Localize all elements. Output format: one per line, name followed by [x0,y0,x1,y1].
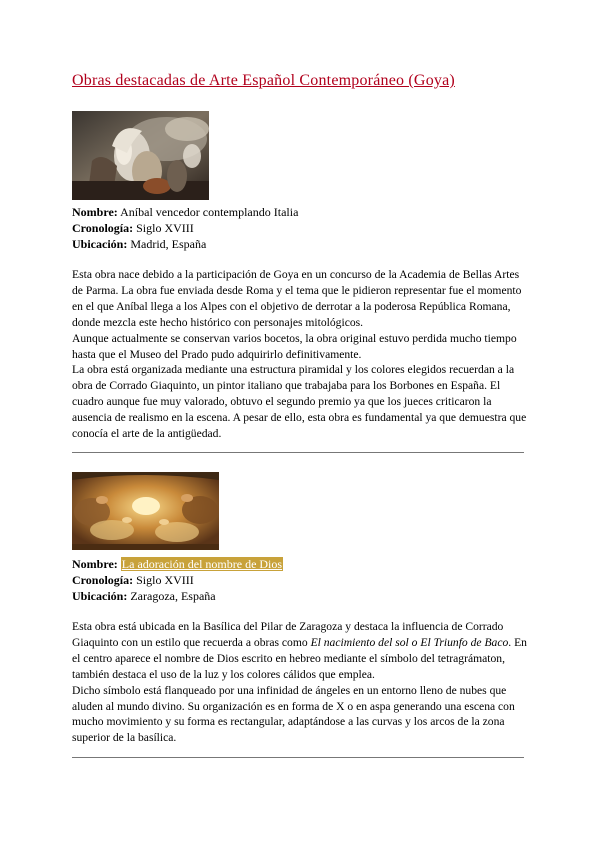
work-1-nombre-line [72,204,298,220]
painting-anibal-image [72,111,209,200]
nombre-label: Nombre: [72,557,118,571]
work-2-p1-start: Esta obra está ubicada en la Basílica del Pilar de Zaragoza y destaca la influencia de Corrado Giaquinto con un estilo que recuerda a obras como [72,620,504,649]
section-divider [72,452,524,453]
nombre-label: Nombre: [72,205,118,219]
page-title: Obras destacadas de Arte Español Contemporáneo (Goya) [72,72,455,89]
work-1-description [72,267,532,442]
work-2-paragraph [72,619,532,683]
cronologia-label: Cronología: [72,221,134,235]
work-2-cronologia-line [72,572,283,588]
section-divider [72,757,524,758]
ubicacion-label: Ubicación: [72,589,128,603]
work-1-metadata [72,204,298,252]
work-2-nombre-link[interactable]: La adoración del nombre de Dios [121,557,283,571]
work-2-ubicacion: Zaragoza, España [130,589,216,603]
work-1-paragraph: Aunque actualmente se conservan varios bocetos, la obra original estuvo perdida mucho tiempo hasta que el Museo del Prado pudo adquirirlo definitivamente. [72,331,517,361]
work-1-nombre: Aníbal vencedor contemplando Italia [120,205,299,219]
work-2-p1-italic: El nacimiento del sol o El Triunfo de Baco [310,635,509,649]
work-2-cronologia: Siglo XVIII [136,573,194,587]
work-2-paragraph: Dicho símbolo está flanqueado por una infinidad de ángeles en un entorno lleno de nubes que aluden al mundo divino. Su organización es en forma de X o en aspa generando una escena con mucho movimiento y su forma es rectangular, adaptándose a las curvas y los arcos de la zona superior de la basílica. [72,683,515,745]
work-2-ubicacion-line [72,588,283,604]
work-1-cronologia: Siglo XVIII [136,221,194,235]
work-2-nombre-line [72,556,283,572]
work-1-ubicacion-line [72,236,298,252]
work-2-metadata [72,556,283,604]
work-2-description [72,619,532,746]
painting-adoracion-image [72,472,219,550]
work-1-paragraph: Esta obra nace debido a la participación de Goya en un concurso de la Academia de Bellas Artes de Parma. La obra fue enviada desde Roma y el tema que le pidieron representar fue el momento en el que Aníbal llega a los Alpes con el objetivo de derrotar a la poderosa República Romana, donde mezcla este hecho histórico con personajes mitológicos. [72,268,522,329]
work-1-ubicacion: Madrid, España [130,237,207,251]
ubicacion-label: Ubicación: [72,237,128,251]
work-1-paragraph: La obra está organizada mediante una estructura piramidal y los colores elegidos recuerdan a la obra de Corrado Giaquinto, un pintor italiano que trabajaba para los Borbones en España. El cuadro aunque fue muy valorado, obtuvo el segundo premio ya que los jueces criticaron la ausencia de realismo en la escena. A pesar de ello, esta obra es fundamental ya que demuestra que conocía el arte de la antigüedad. [72,363,527,441]
cronologia-label: Cronología: [72,573,134,587]
work-2-p1-end: . En el centro aparece el nombre de Dios escrito en hebreo mediante el símbolo del tetragrámaton, también destaca el uso de la luz y los colores cálidos que emplea. [72,635,527,681]
work-1-cronologia-line [72,220,298,236]
